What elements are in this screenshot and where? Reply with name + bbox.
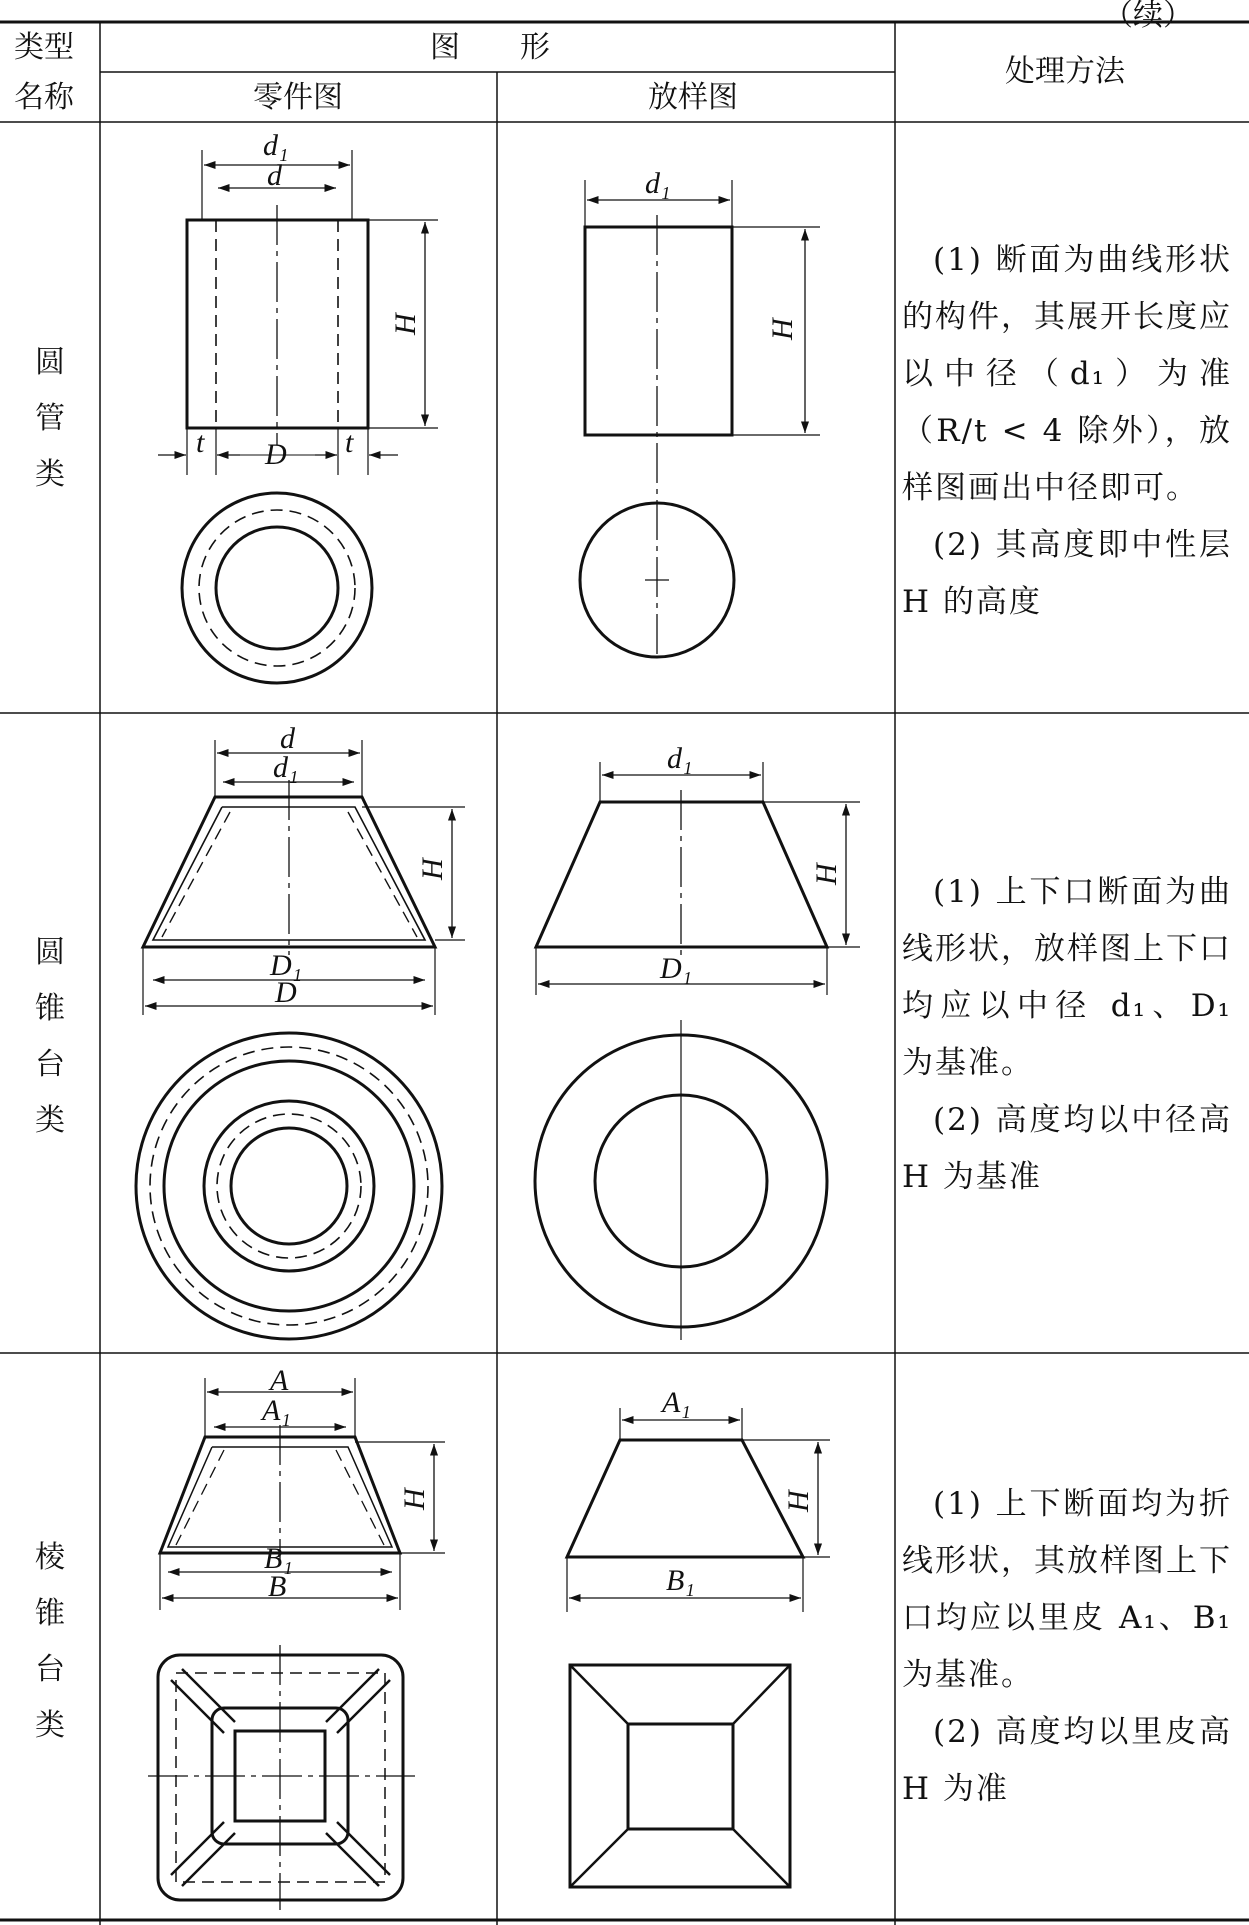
tube-layout-label-d1: d₁	[645, 167, 671, 200]
header-figure: 图 形	[430, 30, 550, 65]
cone-layout-label-d1: d₁	[667, 742, 693, 775]
header-layout-drawing: 放样图	[648, 80, 738, 115]
header-part-drawing: 零件图	[253, 80, 343, 115]
tube-part-drawing	[158, 150, 438, 683]
header-method: 处理方法	[1005, 54, 1125, 89]
cone-part-label-d: d	[280, 722, 295, 755]
continued-label: （续）	[1103, 0, 1193, 33]
pyramid-part-label-a1: A₁	[262, 1394, 291, 1427]
cone-part-label-d1: d₁	[273, 751, 299, 784]
tube-part-label-h: H	[389, 313, 422, 335]
pyramid-layout-drawing	[567, 1408, 830, 1887]
cone-part-label-d1-bottom: D₁	[270, 949, 303, 982]
row-tube-name: 圆 管 类	[35, 345, 65, 492]
row-tube-method: (1) 断面为曲线形状的构件，其展开长度应以中径（d₁）为准（R/t < 4 除外），放样图画出中径即可。 (2) 其高度即中性层 H 的高度	[902, 242, 1232, 620]
row-pyramid-method: (1) 上下断面均为折线形状，其放样图上下口均应以里皮 A₁、B₁ 为基准。 (2) 高度均以里皮高 H 为准	[902, 1486, 1232, 1807]
cone-layout-label-h: H	[810, 863, 843, 885]
row-cone-method: (1) 上下口断面为曲线形状，放样图上下口均应以中径 d₁、D₁ 为基准。 (2) 高度均以中径高 H 为基准	[902, 874, 1232, 1195]
header-type: 类型	[14, 30, 74, 65]
cone-part-label-h: H	[416, 858, 449, 880]
cone-layout-drawing	[535, 762, 860, 1340]
tube-part-label-t-left: t	[196, 426, 205, 459]
pyramid-layout-label-a1: A₁	[662, 1386, 691, 1419]
pyramid-part-label-a: A	[270, 1364, 289, 1397]
row-pyramid-name: 棱 锥 台 类	[35, 1540, 65, 1743]
tube-part-label-t-right: t	[345, 426, 354, 459]
pyramid-part-label-b: B	[268, 1570, 287, 1603]
header-name: 名称	[14, 80, 74, 115]
pyramid-part-drawing	[148, 1378, 445, 1910]
pyramid-part-label-b1: B₁	[264, 1542, 293, 1575]
pyramid-layout-label-b1: B₁	[666, 1564, 695, 1597]
tube-layout-drawing	[580, 180, 820, 660]
tube-part-label-d1: d₁	[263, 129, 289, 162]
cone-part-drawing	[136, 740, 465, 1339]
row-cone-name: 圆 锥 台 类	[35, 935, 65, 1138]
tube-part-label-d-outer: D	[265, 438, 287, 471]
pyramid-layout-label-h: H	[782, 1490, 815, 1512]
tube-layout-label-h: H	[766, 318, 799, 340]
pyramid-part-label-h: H	[398, 1488, 431, 1510]
cone-layout-label-d1-bottom: D₁	[660, 952, 693, 985]
cone-part-label-d-bottom: D	[275, 976, 297, 1009]
tube-part-label-d: d	[267, 159, 282, 192]
